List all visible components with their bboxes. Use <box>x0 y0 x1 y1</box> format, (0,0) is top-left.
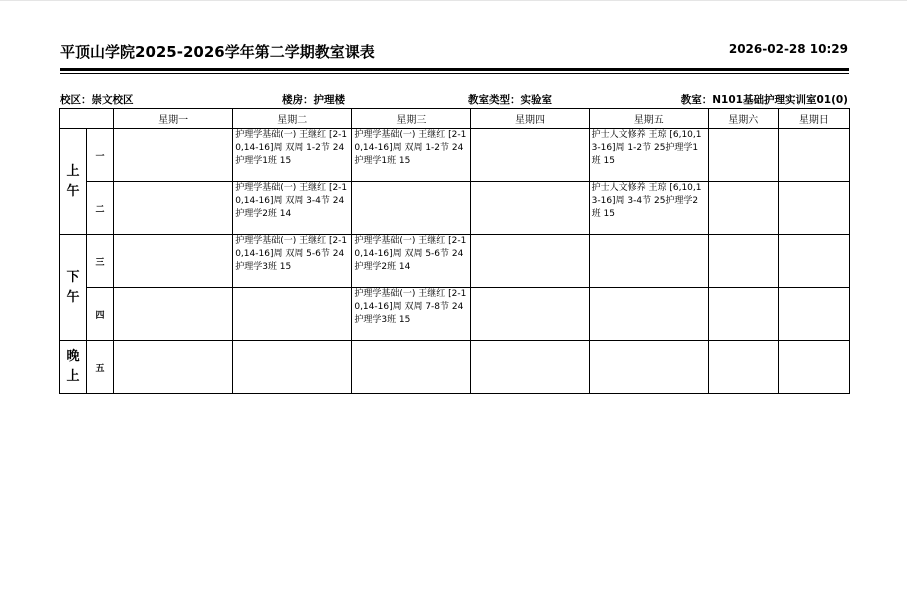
day-header-fri: 星期五 <box>589 109 708 129</box>
period-evening <box>60 341 87 394</box>
cell-s1-fri[interactable] <box>589 129 708 182</box>
cell-s3-sun <box>778 235 849 288</box>
cell-s1-thu <box>471 129 589 182</box>
cell-s4-thu <box>471 288 589 341</box>
room-type-label: 教室类型：实验室 <box>468 94 552 106</box>
cell-s1-tue[interactable] <box>233 129 352 182</box>
slot-row-1 <box>60 129 850 182</box>
day-header-mon: 星期一 <box>114 109 233 129</box>
header-row <box>60 109 850 129</box>
building-label: 楼房：护理楼 <box>282 94 345 106</box>
course-entry: 护士人文修养 王琼 [6,10,13-16]周 3-4节 25护理学2班 15 <box>591 183 702 219</box>
slot-number-4: 四 <box>87 288 114 341</box>
cell-s5-sat <box>708 341 778 394</box>
course-entry: 护理学基础(一) 王继红 [2-10,14-16]周 双周 7-8节 24 护理学3班 15 <box>354 289 467 325</box>
day-header-sat: 星期六 <box>708 109 778 129</box>
cell-s4-sat <box>708 288 778 341</box>
course-entry: 护理学基础(一) 王继红 [2-10,14-16]周 双周 3-4节 24 护理学2班 14 <box>235 183 348 219</box>
header-rule-thick <box>60 68 849 71</box>
cell-s5-tue <box>233 341 352 394</box>
cell-s2-tue[interactable] <box>233 182 352 235</box>
room-label: 教室：N101基础护理实训室01(0) <box>680 94 848 106</box>
cell-s2-wed <box>352 182 471 235</box>
page-title: 平顶山学院2025-2026学年第二学期教室课表 <box>60 43 375 61</box>
cell-s4-wed[interactable] <box>352 288 471 341</box>
cell-s3-sat <box>708 235 778 288</box>
course-entry: 护理学基础(一) 王继红 [2-10,14-16]周 双周 5-6节 24 护理学2班 14 <box>354 236 467 272</box>
day-header-thu: 星期四 <box>471 109 589 129</box>
timetable <box>59 108 850 394</box>
slot-number-5: 五 <box>87 341 114 394</box>
day-header-wed: 星期三 <box>352 109 471 129</box>
cell-s1-sun <box>778 129 849 182</box>
cell-s3-thu <box>471 235 589 288</box>
cell-s4-mon <box>114 288 233 341</box>
period-morning-label: 上午 <box>66 163 80 199</box>
cell-s5-sun <box>778 341 849 394</box>
period-morning <box>60 129 87 235</box>
cell-s2-thu <box>471 182 589 235</box>
slot-number-2: 二 <box>87 182 114 235</box>
cell-s2-sun <box>778 182 849 235</box>
slot-row-2 <box>60 182 850 235</box>
cell-s5-thu <box>471 341 589 394</box>
slot-number-3: 三 <box>87 235 114 288</box>
campus-label: 校区：崇文校区 <box>60 94 134 106</box>
cell-s2-fri[interactable] <box>589 182 708 235</box>
day-header-tue: 星期二 <box>233 109 352 129</box>
period-evening-label: 晚上 <box>66 349 80 384</box>
course-entry: 护士人文修养 王琼 [6,10,13-16]周 1-2节 25护理学1班 15 <box>591 130 702 166</box>
cell-s5-mon <box>114 341 233 394</box>
period-afternoon <box>60 235 87 341</box>
cell-s1-sat <box>708 129 778 182</box>
cell-s3-mon <box>114 235 233 288</box>
period-afternoon-label: 下午 <box>66 269 80 305</box>
slot-number-1: 一 <box>87 129 114 182</box>
cell-s1-wed[interactable] <box>352 129 471 182</box>
course-entry: 护理学基础(一) 王继红 [2-10,14-16]周 双周 1-2节 24 护理学1班 15 <box>235 130 348 166</box>
day-header-sun: 星期日 <box>778 109 849 129</box>
cell-s2-sat <box>708 182 778 235</box>
course-entry: 护理学基础(一) 王继红 [2-10,14-16]周 双周 1-2节 24 护理学1班 15 <box>354 130 467 166</box>
top-border <box>0 0 907 1</box>
cell-s1-mon <box>114 129 233 182</box>
cell-s4-tue <box>233 288 352 341</box>
slot-row-4 <box>60 288 850 341</box>
header-rule-thin <box>60 73 849 74</box>
slot-row-3 <box>60 235 850 288</box>
cell-s5-wed <box>352 341 471 394</box>
cell-s4-fri <box>589 288 708 341</box>
cell-s3-fri <box>589 235 708 288</box>
cell-s4-sun <box>778 288 849 341</box>
slot-row-5 <box>60 341 850 394</box>
cell-s2-mon <box>114 182 233 235</box>
cell-s3-tue[interactable] <box>233 235 352 288</box>
corner-cell <box>60 109 114 129</box>
course-entry: 护理学基础(一) 王继红 [2-10,14-16]周 双周 5-6节 24 护理学3班 15 <box>235 236 348 272</box>
cell-s5-fri <box>589 341 708 394</box>
cell-s3-wed[interactable] <box>352 235 471 288</box>
print-datetime: 2026-02-28 10:29 <box>728 42 848 56</box>
